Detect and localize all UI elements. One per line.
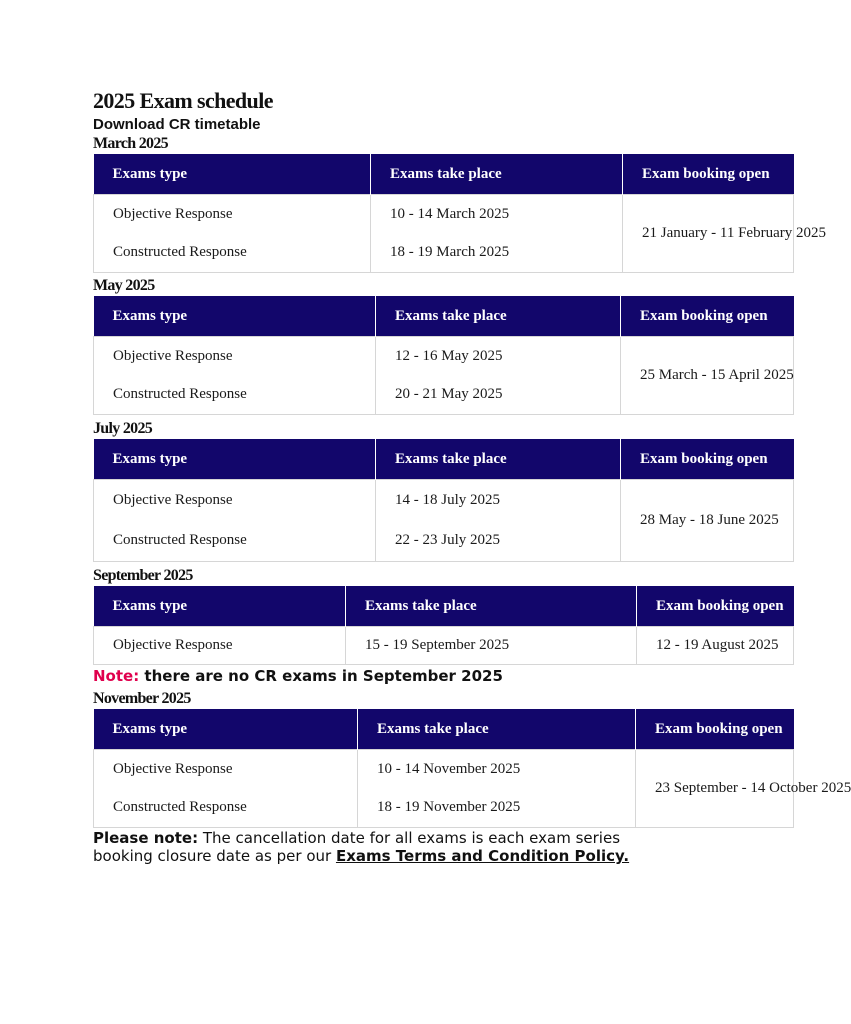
section-heading-may: May 2025 — [93, 277, 155, 294]
exam-type-cell: Objective Response — [94, 337, 376, 376]
schedule-table-july — [93, 439, 794, 562]
exam-dates-cell: 10 - 14 November 2025 — [358, 750, 636, 789]
column-header-exams-take-place: Exams take place — [371, 154, 623, 195]
column-header-exams-take-place: Exams take place — [346, 586, 637, 627]
column-header-exams-type: Exams type — [94, 586, 346, 627]
schedule-table-november — [93, 709, 851, 828]
terms-policy-link[interactable]: Exams Terms and Condition Policy. — [335, 847, 630, 865]
table-row — [94, 627, 794, 665]
exam-dates-cell: 10 - 14 March 2025 — [371, 195, 623, 234]
download-cr-timetable-link[interactable] — [93, 115, 261, 134]
table-header-row — [94, 439, 794, 480]
table-header-row — [94, 709, 794, 750]
column-header-exams-type: Exams type — [94, 296, 376, 337]
column-header-booking-open: Exam booking open — [621, 296, 794, 337]
exam-dates-cell: 18 - 19 November 2025 — [358, 789, 636, 828]
note-label: Note: — [93, 667, 140, 685]
exam-type-cell: Constructed Response — [94, 376, 376, 415]
column-header-booking-open: Exam booking open — [636, 709, 794, 750]
exam-type-cell: Constructed Response — [94, 789, 358, 828]
please-note-text: The cancellation date for all exams is each exam series booking closure date as per our — [93, 829, 621, 865]
schedule-table-september — [93, 586, 794, 665]
table-header-row — [94, 296, 794, 337]
september-note — [93, 667, 793, 686]
table-row — [94, 750, 794, 789]
schedule-table-may — [93, 296, 794, 415]
download-link-label: Download CR timetable — [93, 116, 261, 133]
booking-dates-cell: 12 - 19 August 2025 — [637, 627, 794, 665]
column-header-booking-open: Exam booking open — [637, 586, 794, 627]
exam-dates-cell: 14 - 18 July 2025 — [376, 480, 621, 521]
exam-type-cell: Objective Response — [94, 750, 358, 789]
section-heading-november: November 2025 — [93, 690, 191, 707]
column-header-exams-type: Exams type — [94, 439, 376, 480]
booking-dates-cell: 28 May - 18 June 2025 — [621, 480, 794, 562]
booking-dates-cell: 21 January - 11 February 2025 — [623, 195, 794, 273]
column-header-booking-open: Exam booking open — [623, 154, 794, 195]
cancellation-note — [93, 829, 653, 865]
section-heading-july: July 2025 — [93, 420, 153, 437]
column-header-exams-type: Exams type — [94, 154, 371, 195]
exam-dates-cell: 15 - 19 September 2025 — [346, 627, 637, 665]
exam-dates-cell: 12 - 16 May 2025 — [376, 337, 621, 376]
column-header-exams-type: Exams type — [94, 709, 358, 750]
column-header-exams-take-place: Exams take place — [358, 709, 636, 750]
column-header-booking-open: Exam booking open — [621, 439, 794, 480]
column-header-exams-take-place: Exams take place — [376, 296, 621, 337]
exam-type-cell: Objective Response — [94, 480, 376, 521]
table-row — [94, 480, 794, 521]
column-header-exams-take-place: Exams take place — [376, 439, 621, 480]
booking-dates-cell: 25 March - 15 April 2025 — [621, 337, 794, 415]
booking-dates-cell: 23 September - 14 October 2025 — [636, 750, 794, 828]
please-note-label: Please note: — [93, 829, 199, 847]
exam-type-cell: Objective Response — [94, 627, 346, 665]
table-row — [94, 195, 794, 234]
schedule-table-march — [93, 154, 826, 273]
section-heading-march: March 2025 — [93, 135, 168, 152]
exam-type-cell: Constructed Response — [94, 521, 376, 562]
table-row — [94, 337, 794, 376]
section-heading-september: September 2025 — [93, 567, 193, 584]
note-text: there are no CR exams in September 2025 — [139, 667, 503, 685]
exam-type-cell: Objective Response — [94, 195, 371, 234]
exam-type-cell: Constructed Response — [94, 234, 371, 273]
table-header-row — [94, 154, 794, 195]
page-title: 2025 Exam schedule — [93, 88, 273, 113]
page-content — [93, 88, 851, 865]
table-header-row — [94, 586, 794, 627]
exam-dates-cell: 18 - 19 March 2025 — [371, 234, 623, 273]
exam-dates-cell: 22 - 23 July 2025 — [376, 521, 621, 562]
exam-dates-cell: 20 - 21 May 2025 — [376, 376, 621, 415]
